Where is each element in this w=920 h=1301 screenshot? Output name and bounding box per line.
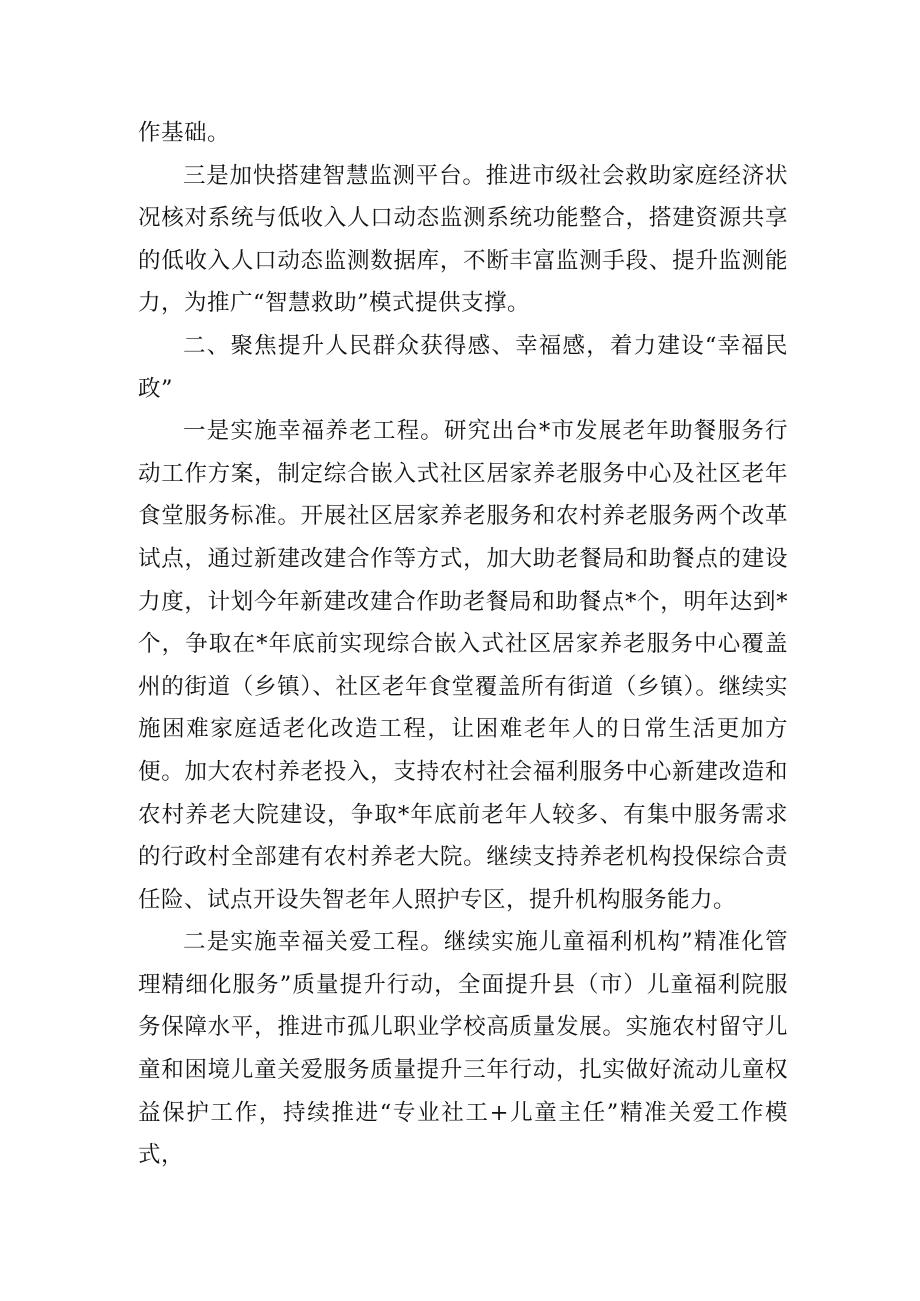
paragraph-smart-monitoring: 三是加快搭建智慧监测平台。推进市级社会救助家庭经济状况核对系统与低收入人口动态监测系统功能整合，搭建资源共享的低收入人口动态监测数据库，不断丰富监测手段、提升监测能力，为推广“智慧救助”模式提供支撑。 (138, 162, 788, 317)
section-heading-happy-civil-affairs: 二、聚焦提升人民群众获得感、幸福感，着力建设“幸福民政” (138, 332, 788, 402)
paragraph-happy-elderly-care: 一是实施幸福养老工程。研究出台*市发展老年助餐服务行动工作方案，制定综合嵌入式社区居家养老服务中心及社区老年食堂服务标准。开展社区居家养老服务和农村养老服务两个改革试点，通过新建改建合作等方式，加大助老餐局和助餐点的建设力度，计划今年新建改建合作助老餐局和助餐点*个，明年达到*个，争取在*年底前实现综合嵌入式社区居家养老服务中心覆盖州的街道（乡镇）、社区老年食堂覆盖所有街道（乡镇）。继续实施困难家庭适老化改造工程，让困难老年人的日常生活更加方便。加大农村养老投入，支持农村社会福利服务中心新建改造和农村养老大院建设，争取*年底前老年人较多、有集中服务需求的行政村全部建有农村养老大院。继续支持养老机构投保综合责任险、试点开设失智老年人照护专区，提升机构服务能力。 (138, 418, 788, 913)
paragraph-happy-care: 二是实施幸福关爱工程。继续实施儿童福利机构”精准化管理精细化服务”质量提升行动，全面提升县（市）儿童福利院服务保障水平，推进市孤儿职业学校高质量发展。实施农村留守儿童和困境儿童关爱服务质量提升三年行动，扎实做好流动儿童权益保护工作，持续推进“专业社工+儿童主任”精准关爱工作模式， (138, 929, 788, 1169)
document-body (138, 112, 788, 1177)
paragraph-continuation: 作基础。 (138, 120, 231, 146)
